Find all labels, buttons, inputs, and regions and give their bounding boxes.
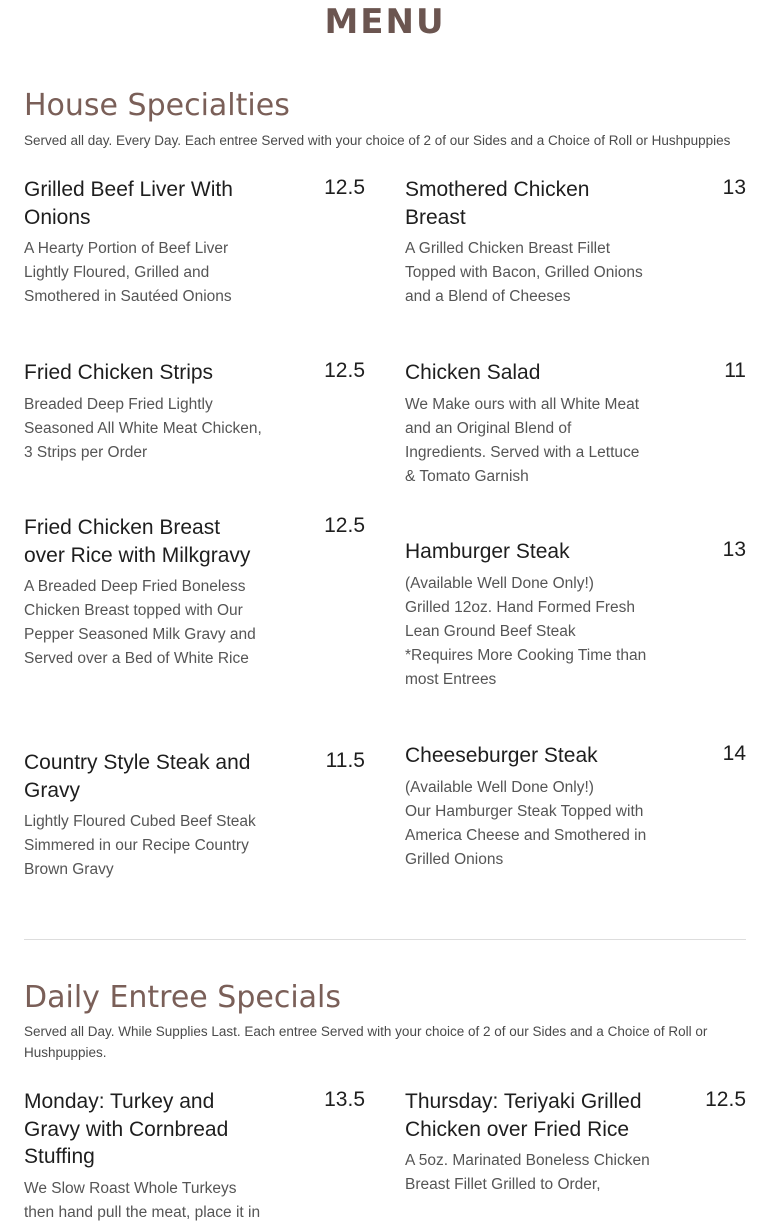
item-name: Chicken Salad [405,361,541,384]
item-name: Cheeseburger Steak [405,744,598,767]
item-price: 12.5 [324,359,365,382]
item-description: Lightly Floured Cubed Beef Steak Simmered in our Recipe Country Brown Gravy [24,813,256,878]
menu-item [24,1088,365,1225]
menu-item [405,742,746,872]
daily-specials-note: Served all Day. While Supplies Last. Each entree Served with your choice of 2 of our Sides and a Choice of Roll or Hushpuppies. [24,1024,708,1060]
item-price: 13.5 [324,1088,365,1111]
item-description: We Make ours with all White Meat and an Original Blend of Ingredients. Served with a Lettuce & Tomato Garnish [405,395,640,485]
item-description: A Hearty Portion of Beef Liver Lightly Floured, Grilled and Smothered in Sautéed Onions [24,240,232,305]
page-title: MENU [324,2,446,42]
menu-item [24,514,365,671]
item-name: Fried Chicken Strips [24,361,214,384]
menu-item [24,359,365,465]
menu-item [405,1088,746,1197]
item-price: 13 [722,176,746,199]
item-description: A 5oz. Marinated Boneless Chicken Breast Fillet Grilled to Order, [405,1152,650,1193]
item-price: 11 [724,359,746,382]
item-name: Grilled Beef Liver With Onions [24,178,233,229]
daily-specials-heading: Daily Entree Specials [24,980,342,1015]
item-name: Country Style Steak and Gravy [24,751,251,802]
menu-item [24,176,365,309]
item-price: 11.5 [325,749,365,772]
house-specialties-note: Served all day. Every Day. Each entree Served with your choice of 2 of our Sides and a Choice of Roll or Hushpuppies [24,133,731,148]
item-description: (Available Well Done Only!) Grilled 12oz. Hand Formed Fresh Lean Ground Beef Steak *Requires More Cooking Time than most Entrees [405,574,647,688]
menu-item [405,176,746,309]
item-name: Thursday: Teriyaki Grilled Chicken over Fried Rice [405,1090,642,1141]
menu-item [405,538,746,692]
item-name: Hamburger Steak [405,540,570,563]
item-price: 12.5 [324,176,365,199]
item-name: Smothered Chicken Breast [405,178,590,229]
item-description: A Breaded Deep Fried Boneless Chicken Breast topped with Our Pepper Seasoned Milk Gravy and Served over a Bed of White Rice [24,578,256,667]
item-price: 12.5 [324,514,365,537]
item-description: A Grilled Chicken Breast Fillet Topped with Bacon, Grilled Onions and a Blend of Cheeses [405,240,643,305]
section-divider [24,939,746,940]
item-description: (Available Well Done Only!) Our Hamburger Steak Topped with America Cheese and Smothered in Grilled Onions [405,778,647,868]
item-description: We Slow Roast Whole Turkeys then hand pull the meat, place it in [24,1179,261,1221]
house-specialties-heading: House Specialties [24,88,290,123]
item-price: 14 [722,742,746,765]
item-price: 13 [722,538,746,561]
item-description: Breaded Deep Fried Lightly Seasoned All White Meat Chicken, 3 Strips per Order [24,395,262,461]
item-name: Monday: Turkey and Gravy with Cornbread Stuffing [24,1090,229,1168]
item-name: Fried Chicken Breast over Rice with Milkgravy [24,516,251,567]
item-price: 12.5 [705,1088,746,1111]
menu-item [24,749,365,882]
menu-item [405,359,746,489]
